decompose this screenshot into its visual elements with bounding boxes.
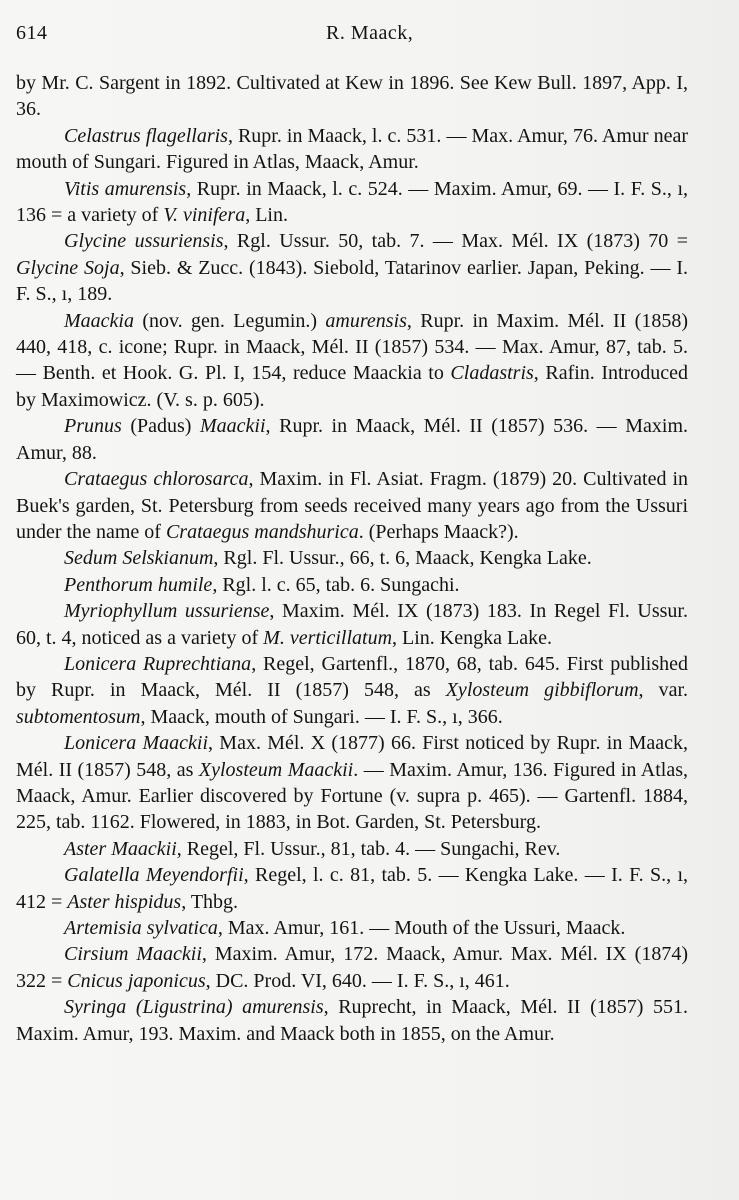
text-run: by Mr. C. Sargent in 1892. Cultivated at Kew in 1896. See Kew Bull. 1897, App. I, 36. — [16, 72, 688, 121]
page-number: 614 — [16, 22, 48, 44]
italic-term: Myriophyllum ussuriense — [64, 600, 270, 623]
text-run: , Regel, Gartenfl., 1870, 68, tab. 645. First published by Rupr. in Maack, Mél. II (1857) 548, as — [16, 652, 689, 702]
text-run: , Rgl. Ussur. 50, tab. 7. — Max. Mél. IX (1873) 70 = — [223, 230, 688, 253]
italic-term: Xylosteum gibbiflorum — [445, 679, 639, 702]
text-run: , Regel, l. c. 81, tab. 5. — Kengka Lake. — I. F. S., ı, 412 = — [16, 864, 688, 913]
italic-term: Sedum Selskianum — [64, 547, 214, 570]
text-run: , Rupr. in Maxim. Mél. II (1858) 440, 418, c. icone; Rupr. in Maack, Mél. II (1857) 534. — Max. Amur, 87, tab. 5. — Benth. et Hook. G. Pl. I, 154, reduce Maackia to — [16, 309, 688, 385]
paragraph — [16, 598, 688, 651]
text-run: , Lin. — [245, 204, 288, 227]
italic-term: Cnicus japonicus — [67, 969, 206, 992]
paragraph — [16, 413, 688, 466]
text-run: , Max. Amur, 161. — Mouth of the Ussuri, Maack. — [217, 917, 626, 939]
italic-term: Prunus — [64, 415, 122, 438]
text-run: , Thbg. — [181, 890, 239, 913]
italic-term: Aster hispidus — [67, 890, 182, 913]
italic-term: Crataegus mandshurica — [165, 520, 359, 543]
text-run: , Rupr. in Maack, l. c. 524. — Maxim. Amur, 69. — I. F. S., ı, 136 = a variety of — [16, 177, 688, 227]
paragraph — [16, 862, 688, 915]
italic-term: Vitis amurensis — [64, 177, 187, 200]
text-run: , Rafin. Introduced by Maximowicz. (V. s. p. 605). — [16, 362, 688, 411]
italic-term: Syringa (Ligustrina) amurensis — [64, 996, 324, 1019]
italic-term: Lonicera Ruprechtiana — [64, 652, 252, 675]
paragraph — [16, 70, 688, 123]
text-run: , DC. Prod. VI, 640. — I. F. S., ı, 461. — [205, 969, 510, 992]
italic-term: M. verticillatum — [263, 626, 393, 649]
text-run: , Regel, Fl. Ussur., 81, tab. 4. — Sungachi, Rev. — [176, 837, 561, 860]
text-run: (Padus) — [121, 415, 201, 438]
text-run: , Maack, mouth of Sungari. — I. F. S., ı, 366. — [140, 705, 503, 728]
italic-term: Crataegus chlorosarca — [64, 468, 249, 491]
italic-term: Glycine ussuriensis — [64, 230, 224, 253]
italic-term: Cirsium Maackii — [64, 943, 202, 966]
text-run: , Maxim. Mél. IX (1873) 183. In Regel Fl. Ussur. 60, t. 4, noticed as a variety of — [16, 600, 688, 649]
italic-term: Maackii — [200, 415, 266, 438]
text-run: , Lin. Kengka Lake. — [392, 626, 552, 649]
paragraph — [16, 228, 688, 307]
paragraph — [16, 836, 688, 862]
italic-term: Galatella Meyendorfii — [64, 864, 244, 887]
italic-term: Celastrus flagellaris — [64, 124, 228, 147]
text-run: , Rupr. in Maack, Mél. II (1857) 536. — Maxim. Amur, 88. — [16, 415, 689, 464]
paragraph — [16, 572, 688, 598]
italic-term: Aster Maackii — [64, 837, 177, 860]
paragraph — [16, 176, 688, 229]
italic-term: subtomentosum — [16, 705, 141, 728]
text-run: , Maxim. in Fl. Asiat. Fragm. (1879) 20. Cultivated in Buek's garden, St. Petersburg from seeds received many years ago from the Ussuri under the name of — [16, 468, 688, 543]
italic-term: Glycine Soja — [16, 256, 120, 279]
paragraph — [16, 545, 688, 571]
text-run: , Rgl. Fl. Ussur., 66, t. 6, Maack, Kengka Lake. — [213, 547, 592, 570]
page-header — [16, 22, 715, 52]
text-run: , Sieb. & Zucc. (1843). Siebold, Tatarinov earlier. Japan, Peking. — I. F. S., ı, 189. — [16, 256, 689, 306]
paragraph — [16, 730, 688, 836]
text-run: . (Perhaps Maack?). — [358, 520, 519, 543]
paragraph — [16, 941, 688, 994]
italic-term: Cladastris — [450, 362, 534, 385]
text-run: (nov. gen. Legumin.) — [133, 309, 326, 332]
italic-term: Xylosteum Maackii — [198, 758, 354, 781]
text-run: . — Maxim. Amur, 136. Figured in Atlas, Maack, Amur. Earlier discovered by Fortune (v. supra p. 465). — Gartenfl. 1884, 225, tab. 1162. Flowered, in 1883, in Bot. Garden, St. Petersburg. — [16, 758, 688, 834]
body-text — [16, 70, 688, 1047]
paragraph — [16, 994, 688, 1047]
text-run: , Ruprecht, in Maack, Mél. II (1857) 551. Maxim. Amur, 193. Maxim. and Maack both in 1855, on the Amur. — [16, 996, 689, 1045]
italic-term: Artemisia sylvatica — [64, 917, 218, 939]
text-run: , var. — [638, 679, 689, 702]
text-run: , Max. Mél. X (1877) 66. First noticed by Rupr. in Maack, Mél. II (1857) 548, as — [16, 732, 688, 781]
paragraph — [16, 123, 688, 176]
text-run: , Rgl. l. c. 65, tab. 6. Sungachi. — [212, 573, 460, 596]
paragraph — [16, 651, 688, 730]
italic-term: amurensis — [325, 309, 407, 332]
running-head: R. Maack, — [326, 22, 414, 44]
italic-term: Lonicera Maackii — [64, 732, 209, 755]
italic-term: Maackia — [64, 309, 134, 332]
italic-term: Penthorum humile — [64, 573, 213, 596]
italic-term: V. vinifera — [163, 204, 246, 227]
paragraph — [16, 466, 688, 545]
paragraph — [16, 915, 688, 941]
text-run: , Maxim. Amur, 172. Maack, Amur. Max. Mél. IX (1874) 322 = — [16, 943, 688, 992]
text-run: , Rupr. in Maack, l. c. 531. — Max. Amur, 76. Amur near mouth of Sungari. Figured in Atlas, Maack, Amur. — [16, 124, 688, 174]
paragraph — [16, 308, 688, 414]
